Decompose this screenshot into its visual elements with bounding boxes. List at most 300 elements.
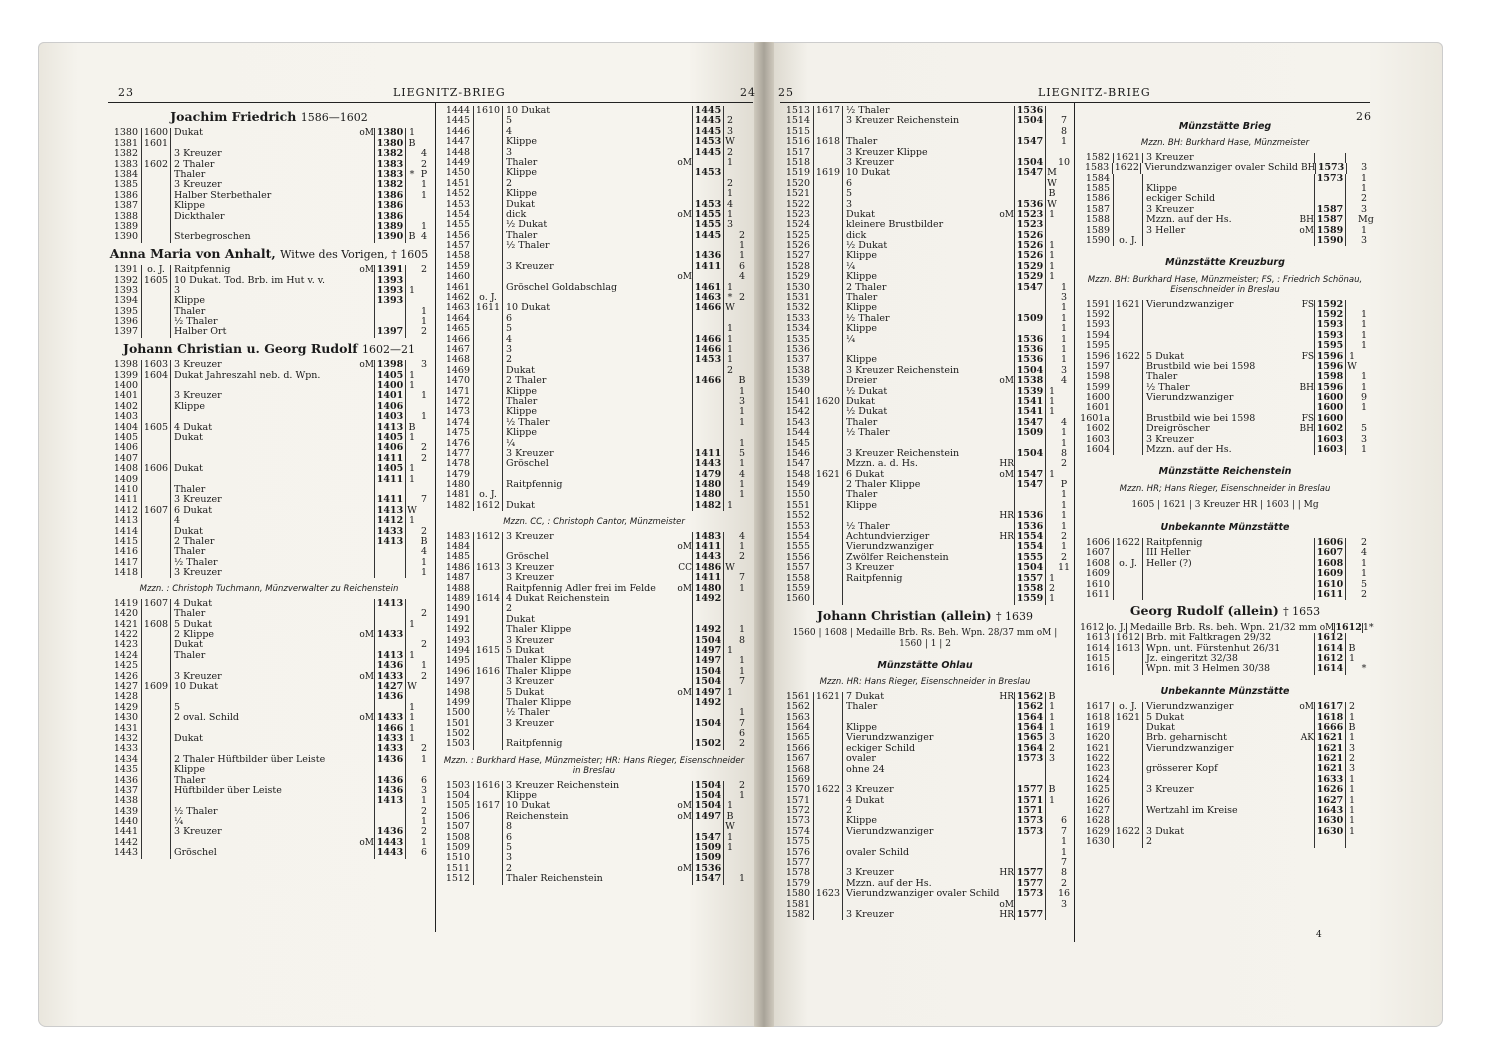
- catalog-number: 1617: [1085, 701, 1110, 713]
- table-row: [440, 594, 748, 604]
- catalog-number: 1454: [445, 208, 470, 220]
- description: 5 Dukat: [502, 688, 674, 698]
- description: Thaler: [170, 547, 371, 557]
- note-a: [1045, 116, 1058, 126]
- catalog-number: 1445: [445, 115, 470, 127]
- year: [813, 449, 842, 459]
- note-a: 1: [405, 433, 418, 443]
- year: [473, 625, 502, 635]
- table-row: [440, 231, 748, 241]
- catalog-number: 1511: [445, 862, 470, 874]
- note-a: 1: [405, 724, 418, 734]
- table-row: [780, 293, 1070, 303]
- description: Raitpfennig: [842, 574, 1011, 584]
- reference: [1014, 189, 1045, 199]
- reference: 1413: [374, 796, 405, 806]
- note-b: 10: [1058, 156, 1071, 168]
- description: ½ Thaler: [170, 317, 371, 327]
- note-a: [405, 755, 418, 765]
- note-b: 1: [1360, 402, 1368, 414]
- year: [473, 698, 502, 708]
- catalog-number: 1430: [113, 712, 138, 724]
- note-b: 7: [1060, 825, 1068, 837]
- description: 6: [502, 833, 689, 843]
- year: [813, 418, 842, 428]
- description: dick: [502, 210, 674, 220]
- note-b: 1: [738, 458, 746, 470]
- table-row: [780, 168, 1070, 178]
- reference: 1411: [692, 262, 723, 272]
- note-a: [405, 765, 418, 775]
- table-row: [780, 837, 1070, 847]
- description: ½ Dukat: [842, 241, 1011, 251]
- description: Klippe: [842, 303, 1011, 313]
- note-b: 2: [738, 229, 746, 241]
- catalog-number: 1383: [113, 158, 138, 170]
- year: 1616: [473, 781, 502, 791]
- description: Mzzn. auf der Hs.: [1142, 215, 1297, 225]
- note-b: P: [420, 168, 428, 180]
- year: [813, 439, 842, 449]
- catalog-number: 1482: [445, 499, 470, 511]
- note-b: [1058, 210, 1070, 220]
- catalog-table: [1080, 151, 1374, 247]
- note-b: [418, 692, 430, 702]
- note-a: 1: [723, 283, 736, 293]
- description: Gröschel: [170, 848, 371, 858]
- table-row: [780, 137, 1070, 147]
- catalog-number: 1560: [785, 593, 810, 605]
- reference: 1536: [1014, 345, 1045, 355]
- note-b: 1: [738, 873, 746, 885]
- note-a: 1: [405, 651, 418, 661]
- note-b: 1: [1060, 520, 1068, 532]
- table-row: [780, 754, 1070, 764]
- description: 5: [502, 324, 689, 334]
- description: 4 Dukat: [170, 599, 371, 609]
- table-row: [780, 376, 1070, 386]
- catalog-number: 1568: [785, 763, 810, 775]
- note-a: [1045, 858, 1058, 868]
- catalog-number: 1573: [785, 815, 810, 827]
- catalog-number: 1457: [445, 240, 470, 252]
- note-b: [736, 314, 748, 324]
- reference: 1592: [1314, 300, 1345, 310]
- note-b: 1: [738, 416, 746, 428]
- reference: 1536: [1014, 355, 1045, 365]
- reference: 1614: [1314, 644, 1345, 654]
- reference: 1526: [1014, 241, 1045, 251]
- year: [813, 345, 842, 355]
- note-b: [736, 148, 748, 158]
- description: [1142, 236, 1311, 246]
- mark: BH: [1299, 382, 1314, 393]
- page-number-24: 24: [740, 86, 756, 99]
- year: [1113, 775, 1142, 785]
- reference: 1504: [1014, 158, 1045, 168]
- note-b: 1: [420, 816, 428, 828]
- year: [1113, 590, 1142, 600]
- year: [813, 501, 842, 511]
- table-row: [440, 314, 748, 324]
- catalog-number: 1520: [785, 177, 810, 189]
- table-row: [108, 796, 430, 806]
- note-b: 1: [1360, 182, 1368, 194]
- note-b: [418, 423, 430, 433]
- reference: 1547: [1014, 470, 1045, 480]
- note-a: B: [405, 423, 418, 433]
- catalog-number: 1396: [113, 316, 138, 328]
- year: 1608: [141, 620, 170, 630]
- reference: [692, 604, 723, 614]
- catalog-number: 1563: [785, 711, 810, 723]
- reference: 1436: [692, 251, 723, 261]
- table-row: [440, 179, 748, 189]
- catalog-table: [108, 265, 430, 338]
- note-b: [1058, 397, 1070, 407]
- reference: 1497: [692, 688, 723, 698]
- year: [813, 733, 842, 743]
- catalog-number: 1508: [445, 831, 470, 843]
- catalog-number: 1621: [1085, 742, 1110, 754]
- note-a: 1: [723, 324, 736, 334]
- mark: oM: [359, 671, 374, 682]
- note-b: [736, 303, 748, 313]
- note-b: 1: [1360, 224, 1368, 236]
- year: 1615: [473, 646, 502, 656]
- reference: 1573: [1014, 754, 1045, 764]
- table-row: [440, 501, 748, 511]
- table-row: [108, 558, 430, 568]
- year: [1113, 383, 1142, 393]
- year: [473, 853, 502, 863]
- note-b: 2: [1060, 551, 1068, 563]
- reference: [1014, 293, 1045, 303]
- note-b: [736, 501, 748, 511]
- description: 4: [170, 516, 371, 526]
- page-number-23: 23: [118, 86, 134, 99]
- catalog-number: 1487: [445, 572, 470, 584]
- note-b: [418, 475, 430, 485]
- note-b: [1058, 744, 1070, 754]
- description: 3 Kreuzer: [170, 391, 371, 401]
- catalog-number: 1421: [113, 618, 138, 630]
- description: 3 Kreuzer: [842, 868, 996, 878]
- note-a: 1: [405, 464, 418, 474]
- year: [473, 874, 502, 884]
- note-a: W: [1045, 200, 1058, 210]
- description: 3 Kreuzer: [170, 149, 371, 159]
- description: Thaler: [170, 609, 371, 619]
- year: [1113, 733, 1142, 743]
- table-row: [440, 625, 748, 635]
- table-row: [1080, 837, 1370, 847]
- year: [813, 189, 842, 199]
- year: [813, 765, 842, 775]
- year: [813, 480, 842, 490]
- year: [473, 335, 502, 345]
- catalog-number: 1389: [113, 220, 138, 232]
- reference: 1466: [374, 724, 405, 734]
- note-b: 1: [1060, 427, 1068, 439]
- reference: 1427: [374, 682, 405, 692]
- note-b: 1: [738, 624, 746, 636]
- catalog-number: 1474: [445, 416, 470, 428]
- year: [813, 754, 842, 764]
- description: ½ Dukat: [502, 220, 689, 230]
- note-b: 1: [420, 836, 428, 848]
- column-c: [780, 106, 1070, 920]
- reference: 1603: [1314, 435, 1345, 445]
- note-a: [405, 807, 418, 817]
- description: Thaler: [502, 397, 689, 407]
- note-b: 3: [1360, 203, 1368, 215]
- note-a: 1: [405, 381, 418, 391]
- reference: 1482: [692, 501, 723, 511]
- description: 4 Dukat Reichenstein: [502, 594, 689, 604]
- section-title-anna-maria: Anna Maria von Anhalt, Witwe des Vorigen, † 1605: [109, 245, 429, 261]
- description: 2: [502, 864, 674, 874]
- note-a: [405, 402, 418, 412]
- reference: 1504: [692, 719, 723, 729]
- year: [141, 703, 170, 713]
- catalog-number: 1630: [1085, 836, 1110, 848]
- note-a: 1: [1345, 733, 1358, 743]
- note-b: [1058, 584, 1070, 594]
- table-row: [108, 755, 430, 765]
- mark: HR: [999, 691, 1014, 702]
- note-b: 1: [738, 541, 746, 553]
- note-a: [723, 594, 736, 604]
- description: 5 Dukat: [1142, 352, 1299, 362]
- year: [813, 858, 842, 868]
- note-a: 1: [1345, 796, 1358, 806]
- year: [473, 729, 502, 739]
- note-b: 7: [1060, 115, 1068, 127]
- note-b: [736, 189, 748, 199]
- reference: 1502: [692, 739, 723, 749]
- description: 5: [502, 116, 689, 126]
- note-b: 1: [1060, 836, 1068, 848]
- table-row: [440, 604, 748, 614]
- mint-heading-ohlau: Münzstätte Ohlau: [877, 659, 973, 671]
- catalog-number: 1434: [113, 753, 138, 765]
- year: [1113, 424, 1142, 434]
- year: o. J.: [1113, 559, 1142, 569]
- description: 2: [502, 355, 689, 365]
- reference: 1523: [1014, 210, 1045, 220]
- note-a: [1345, 341, 1358, 351]
- note-b: [418, 371, 430, 381]
- year: [813, 827, 842, 837]
- note-b: [736, 210, 748, 220]
- catalog-number: 1611: [1085, 588, 1110, 600]
- catalog-number: 1420: [113, 608, 138, 620]
- note-b: [1358, 702, 1370, 712]
- note-b: 4: [738, 271, 746, 283]
- catalog-number: 1484: [445, 541, 470, 553]
- note-a: [405, 201, 418, 211]
- mark: oM: [359, 837, 374, 848]
- year: [473, 179, 502, 189]
- note-a: W: [1045, 179, 1058, 189]
- reference: 1666: [1314, 723, 1345, 733]
- note-b: 1: [1360, 568, 1368, 580]
- catalog-number: 1544: [785, 427, 810, 439]
- table-row: [1080, 341, 1370, 351]
- catalog-number: 1526: [785, 240, 810, 252]
- mark: HR: [999, 532, 1014, 543]
- note-a: [405, 149, 418, 159]
- year: [813, 490, 842, 500]
- catalog-number: 1551: [785, 499, 810, 511]
- description: Gröschel: [502, 552, 689, 562]
- catalog-number: 1422: [113, 629, 138, 641]
- note-b: [418, 286, 430, 296]
- reference: [1014, 848, 1045, 858]
- table-row: [108, 765, 430, 775]
- note-b: [418, 201, 430, 211]
- note-b: [736, 116, 748, 126]
- catalog-number: 1441: [113, 826, 138, 838]
- note-a: [1045, 293, 1058, 303]
- note-a: [1045, 827, 1058, 837]
- year: [141, 443, 170, 453]
- catalog-number: 1461: [445, 281, 470, 293]
- note-a: [723, 604, 736, 614]
- column-b: [440, 106, 748, 885]
- note-a: [1345, 184, 1358, 194]
- description: 3 Kreuzer: [502, 573, 689, 583]
- note-a: [723, 853, 736, 863]
- note-a: 1: [723, 158, 736, 168]
- catalog-number: 1393: [113, 284, 138, 296]
- year: [141, 222, 170, 232]
- year: [1113, 806, 1142, 816]
- note-b: 1: [420, 220, 428, 232]
- note-b: [736, 594, 748, 604]
- reference: 1393: [374, 296, 405, 306]
- year: [473, 137, 502, 147]
- note-a: [405, 527, 418, 537]
- reference: 1497: [692, 656, 723, 666]
- catalog-number: 1579: [785, 877, 810, 889]
- catalog-number: 1609: [1085, 568, 1110, 580]
- mark: BH: [1300, 163, 1316, 174]
- reference: 1433: [374, 630, 405, 640]
- note-b: [418, 682, 430, 692]
- table-row: [440, 148, 748, 158]
- description: Klippe: [502, 791, 689, 801]
- catalog-number: 1501: [445, 717, 470, 729]
- note-b: 9: [1360, 392, 1368, 404]
- note-b: 4: [738, 468, 746, 480]
- note-a: [1045, 910, 1058, 920]
- catalog-number: 1495: [445, 655, 470, 667]
- reference: 1596: [1314, 352, 1345, 362]
- note-b: [736, 345, 748, 355]
- note-a: 2: [1045, 584, 1058, 594]
- reference: 1596: [1314, 362, 1345, 372]
- table-row: [780, 428, 1070, 438]
- note-a: [405, 776, 418, 786]
- catalog-number: 1450: [445, 167, 470, 179]
- year: [141, 286, 170, 296]
- reference: 1480: [692, 480, 723, 490]
- note-a: [1045, 879, 1058, 889]
- reference: 1486: [692, 563, 723, 573]
- note-a: [1045, 220, 1058, 230]
- year: [141, 212, 170, 222]
- catalog-number: 1436: [113, 774, 138, 786]
- note-a: [1345, 205, 1358, 215]
- year: [141, 475, 170, 485]
- section-title-johann-christian-georg-rudolf: Johann Christian u. Georg Rudolf 1602—21: [123, 340, 415, 356]
- year: [141, 807, 170, 817]
- table-row: [440, 303, 748, 313]
- note-b: [1358, 644, 1370, 654]
- reference: 1557: [1014, 574, 1045, 584]
- reference: 1382: [374, 180, 405, 190]
- note-a: 3: [1345, 764, 1358, 774]
- table-row: [780, 910, 1070, 920]
- reference: 1536: [1014, 522, 1045, 532]
- note-a: [1045, 366, 1058, 376]
- note-a: 1: [723, 501, 736, 511]
- reference: [692, 189, 723, 199]
- note-a: [405, 817, 418, 827]
- year: [141, 786, 170, 796]
- catalog-number: 1550: [785, 489, 810, 501]
- note-b: 1: [1360, 319, 1368, 331]
- header-rule-right: [780, 102, 1370, 103]
- description: 3 Kreuzer: [170, 827, 371, 837]
- description: Sterbegroschen: [170, 232, 371, 242]
- catalog-number: 1595: [1085, 340, 1110, 352]
- year: 1622: [1113, 538, 1142, 548]
- note-a: [723, 698, 736, 708]
- catalog-number: 1385: [113, 179, 138, 191]
- description: ½ Dukat: [842, 387, 1011, 397]
- year: [813, 179, 842, 189]
- catalog-number: 1582: [785, 908, 810, 920]
- description: Hüftbilder über Leiste: [170, 786, 371, 796]
- note-b: [1058, 189, 1070, 199]
- note-b: [736, 106, 748, 116]
- description: Brb. mit Faltkragen 29/32: [1142, 633, 1311, 643]
- note-b: [1358, 775, 1370, 785]
- note-a: 1: [1045, 272, 1058, 282]
- note-a: [1345, 414, 1358, 424]
- reference: [374, 609, 405, 619]
- description: 2 Klippe: [170, 630, 356, 640]
- catalog-number: 1623: [1085, 763, 1110, 775]
- reference: 1492: [692, 594, 723, 604]
- year: 1622: [1113, 352, 1142, 362]
- note-a: [405, 443, 418, 453]
- reference: 1593: [1314, 320, 1345, 330]
- note-b: [736, 168, 748, 178]
- year: [813, 816, 842, 826]
- table-row: [780, 480, 1070, 490]
- catalog-number: 1397: [113, 326, 138, 338]
- year: [141, 692, 170, 702]
- table-row: [108, 807, 430, 817]
- catalog-number: 1448: [445, 146, 470, 158]
- note-a: [405, 391, 418, 401]
- description: Jz. eingeritzt 32/38: [1142, 654, 1311, 664]
- description: Achtundvierziger: [842, 532, 996, 542]
